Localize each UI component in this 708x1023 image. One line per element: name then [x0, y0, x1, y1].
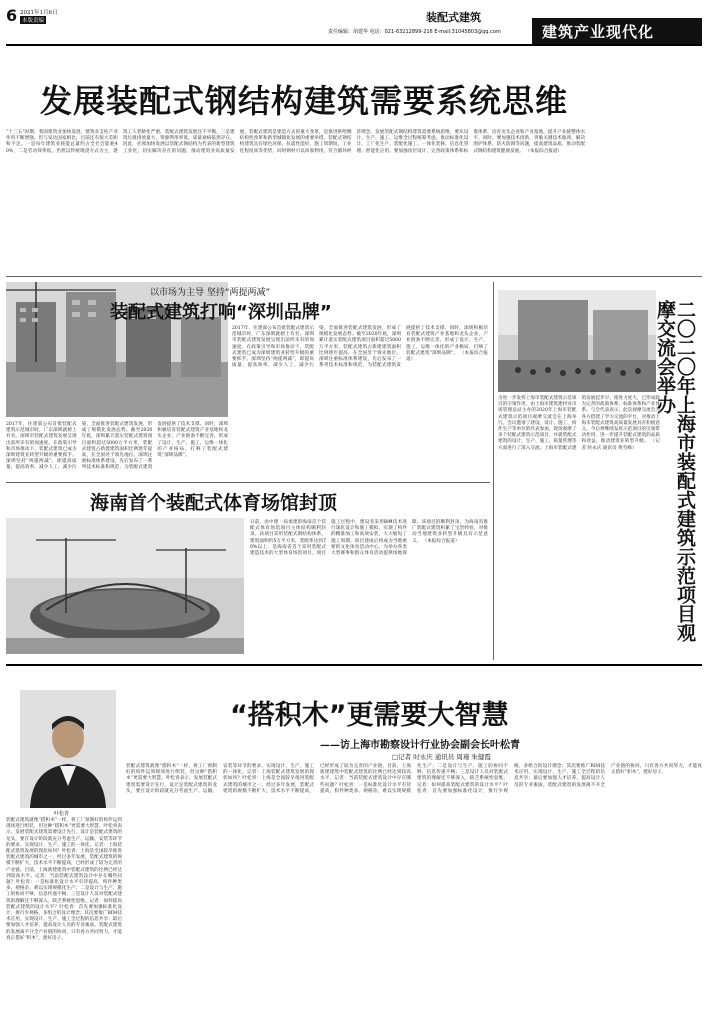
shenzhen-article-left [6, 422, 228, 478]
meeting-site-image [498, 290, 656, 392]
hainan-article-body [250, 520, 488, 655]
interview-article-left [6, 818, 122, 1016]
banner-text: 建筑产业现代化 [542, 23, 655, 41]
shanghai-vertical-headline: 二〇二〇年上海市装配式建筑示范项目观摩交流会举办 [654, 300, 696, 642]
main-headline: 发展装配式钢结构建筑需要系统思维 [40, 82, 569, 120]
masthead [6, 6, 702, 44]
divider-2 [6, 482, 490, 483]
interview-article-text-continued: 装配式建筑就像“搭积木”一样，将工厂预制好的构件运到现场进行组装，但这种“搭积木”更需要大智慧。叶松青表示，发展装配式建筑需要设计先行，设计是装配式建筑的龙头，要在设计阶段就充分考虑生产、运输、安装等环节的要求，实现设计、生产、施工的一体化。记者：上海装配式建筑发展的现状如何？叶松青：上海是全国较早推进装配式建筑的城市之一，经过多年发展，装配式建筑的规模不断扩大，技术水平不断提高，已经形成了较为完善的产业链。目前，上海新建建筑中装配式建筑的比例已经达到较高水平。记者：当前装配式建筑设计中存在哪些问题？叶松青：一是标准化设计水平有待提高，构件种类多、规格杂，难以实现规模化生产；二是设计与生产、施工的协同不够，信息传递不畅；三是设计人员对装配式建筑的理解还不够深入，缺乏系统性思维。记者：如何提高装配式建筑的设计水平？叶松青：首先要加强标准化设计，推行少规格、多组合的设计理念；其次要推广BIM技术应用，实现设计、生产、施工全过程的信息共享；最后要加强人才培养，提高设计人员的专业素质。装配式建筑的发展离不开全产业链的协同，只有各方共同努力，才能真正搭好“积木”，建好房子。 [6, 818, 122, 941]
shanghai-article-text: 为进一步发挥上海市装配式建筑示范项目的引领作用，由上海市建筑建材业市场管理总站主办的2020年上海市装配式建筑示范项目观摩交流会在上海举行。会议邀请了建设、设计、施工、构件生产等单位的代表参加，现场观摩了多个装配式建筑示范项目，并就装配式建筑的设计、生产、施工、质量管理等方面进行了深入交流。上海市装配式建筑发展起步早、推进力度大，已形成较为完善的政策体系、标准体系和产业体系。与会代表表示，此次观摩交流会为各方搭建了学习交流的平台，对推动上海市装配式建筑高质量发展具有积极意义。今后将继续发挥示范项目的引领带动作用，进一步提升装配式建筑的品质和效益，推动建筑业转型升级。 [498, 396, 660, 451]
masthead-rule [6, 44, 702, 46]
vertical-divider [493, 282, 494, 660]
shenzhen-article-text-continued: 2017年，住建部公布首批装配式建筑示范城市时，广东深圳就榜上有名。深圳市装配式建筑发展呈现出前所未有的加速度。在政策引导和市场推动下，装配式建筑已成为深圳建筑业转型升级的重要抓手。深圳坚持“两提两减”，即提高质量、提高效率，减少人工、减少污染，全面推进装配式建筑发展，形成了规模化发展态势。截至2020年底，深圳累计落实装配式建筑项目面积超过5000万平方米，装配式建筑占新建建筑面积比例逐年提高，在全国处于领先地位。深圳注重标准体系建设，先后发布了一系列技术标准和规范，为装配式建筑发展提供了技术支撑。同时，深圳积极培育装配式建筑产业基地和龙头企业，产业链条不断完善，形成了设计、生产、施工、运维一体化的产业格局，打响了装配式建筑“深圳品牌”。 [6, 422, 228, 471]
interview-subheadline: ——访上海市勘察设计行业协会副会长叶松青 [320, 740, 520, 751]
page-number: 6 [6, 6, 18, 25]
interview-byline: □记者 时永庆 通讯员 周瑾 朱健霞 [392, 753, 491, 761]
hainan-headline: 海南首个装配式体育场馆封顶 [90, 492, 338, 514]
interview-article-body [126, 764, 702, 1016]
interview-headline: “搭积木”更需要大智慧 [230, 700, 509, 731]
main-article-body [6, 130, 702, 248]
shanghai-article-author: （记者 时永庆 通讯员 黄雪峰） [581, 439, 660, 451]
issue-tag: 本版责编 [22, 18, 45, 24]
hainan-photo [6, 518, 244, 654]
shenzhen-article-author: （本报综合报道） [406, 350, 488, 363]
shenzhen-article-body [232, 326, 488, 476]
editor-line: 责任编辑：胡建华 电话：021-63212899-216 E-mail:31045803@qq.com [328, 29, 501, 35]
interview-article-text: 装配式建筑就像“搭积木”一样，将工厂预制好的构件运到现场进行组装，但这种“搭积木”更需要大智慧。叶松青表示，发展装配式建筑需要设计先行，设计是装配式建筑的龙头，要在设计阶段就充分考虑生产、运输、安装等环节的要求，实现设计、生产、施工的一体化。记者：上海装配式建筑发展的现状如何？叶松青：上海是全国较早推进装配式建筑的城市之一，经过多年发展，装配式建筑的规模不断扩大，技术水平不断提高，已经形成了较为完善的产业链。目前，上海新建建筑中装配式建筑的比例已经达到较高水平。记者：当前装配式建筑设计中存在哪些问题？叶松青：一是标准化设计水平有待提高，构件种类多、规格杂，难以实现规模化生产；二是设计与生产、施工的协同不够，信息传递不畅；三是设计人员对装配式建筑的理解还不够深入，缺乏系统性思维。记者：如何提高装配式建筑的设计水平？叶松青：首先要加强标准化设计，推行少规格、多组合的设计理念；其次要推广BIM技术应用，实现设计、生产、施工全过程的信息共享；最后要加强人才培养，提高设计人员的专业素质。装配式建筑的发展离不开全产业链的协同，只有各方共同努力，才能真正搭好“积木”，建好房子。 [126, 764, 702, 794]
shanghai-photo [498, 290, 656, 392]
divider-3 [6, 664, 702, 666]
portrait-photo [20, 690, 116, 808]
issue-date: 2021年1月6日 [20, 10, 58, 16]
section-name: 装配式建筑 [426, 11, 481, 24]
portrait-caption: 叶松青 [54, 811, 70, 817]
shenzhen-headline: 装配式建筑打响“深圳品牌” [110, 302, 332, 323]
section-banner [532, 18, 702, 44]
portrait-image [20, 690, 116, 808]
stadium-image [6, 518, 244, 654]
shanghai-article-body [498, 396, 660, 658]
main-article-text: “十三五”时期，我国建筑业加快发展，建筑业支柱产业作用不断增强，但与发达国家相比，目前还有很大差距和不足。一是每年建筑业耗能总量约占全社会能耗40%，二是劳动效率低，仍然以传统现浇方式为主，建筑工人老龄化严重，装配式建筑发展还不平衡，三是建筑垃圾排放量大，资源利用率低，质量通病依然存在。因此，必须加快发展以装配式钢结构为代表的新型建筑工业化，切实解决存在的问题，推动建筑业高质量发展。装配式建筑是建造方式的重大变革，是推进供给侧结构性改革和新型城镇化发展的重要举措。装配式钢结构建筑具有绿色环保、抗震性能好、施工周期短、工业化程度高等优势，同时钢材可以回收利用，符合循环经济理念。发展装配式钢结构建筑需要系统思维，要从设计、生产、施工、运维全过程统筹考虑，推动标准化设计、工厂化生产、装配化施工、一体化装修、信息化管理、智能化应用。要加强顶层设计，完善政策体系和标准体系，培育龙头企业和产业基地，提升产业链整体水平。同时，要加强技术创新，突破关键技术瓶颈，解决围护体系、防火防腐等问题，提高建筑品质，推动装配式钢结构建筑健康发展。 [6, 130, 586, 154]
shenzhen-article-text: 2017年，住建部公布首批装配式建筑示范城市时，广东深圳就榜上有名。深圳市装配式建筑发展呈现出前所未有的加速度。在政策引导和市场推动下，装配式建筑已成为深圳建筑业转型升级的重要抓手。深圳坚持“两提两减”，即提高质量、提高效率，减少人工、减少污染，全面推进装配式建筑发展，形成了规模化发展态势。截至2020年底，深圳累计落实装配式建筑项目面积超过5000万平方米，装配式建筑占新建建筑面积比例逐年提高，在全国处于领先地位。深圳注重标准体系建设，先后发布了一系列技术标准和规范，为装配式建筑发展提供了技术支撑。同时，深圳积极培育装配式建筑产业基地和龙头企业，产业链条不断完善，形成了设计、生产、施工、运维一体化的产业格局，打响了装配式建筑“深圳品牌”。 [232, 326, 488, 369]
hainan-article-author: （本报综合报道） [422, 538, 460, 544]
shenzhen-kicker: 以市场为主导 坚持“两提两减” [150, 288, 271, 298]
divider-1 [6, 276, 702, 277]
main-article-author: （本报综合报道） [525, 148, 563, 154]
hainan-article-text: 日前，由中建一局承建的海南首个装配式体育场馆项目主体结构顺利封顶。该项目采用装配式钢结构体系，建筑面积约5万平方米，装配率达到70%以上，是海南省首个采用装配式建造技术的大型体育场馆项目。项目施工过程中，建设者采用BIM技术进行深化设计和施工模拟，实现了构件的精准加工和高效安装，大大缩短了施工周期。项目建成后将成为当地重要的文化体育活动中心，为举办各类大型赛事和群众体育活动提供场地保障。该项目的顺利封顶，为海南省推广装配式建筑积累了宝贵经验，对推动当地建筑业转型升级具有示范意义。 [250, 520, 488, 557]
